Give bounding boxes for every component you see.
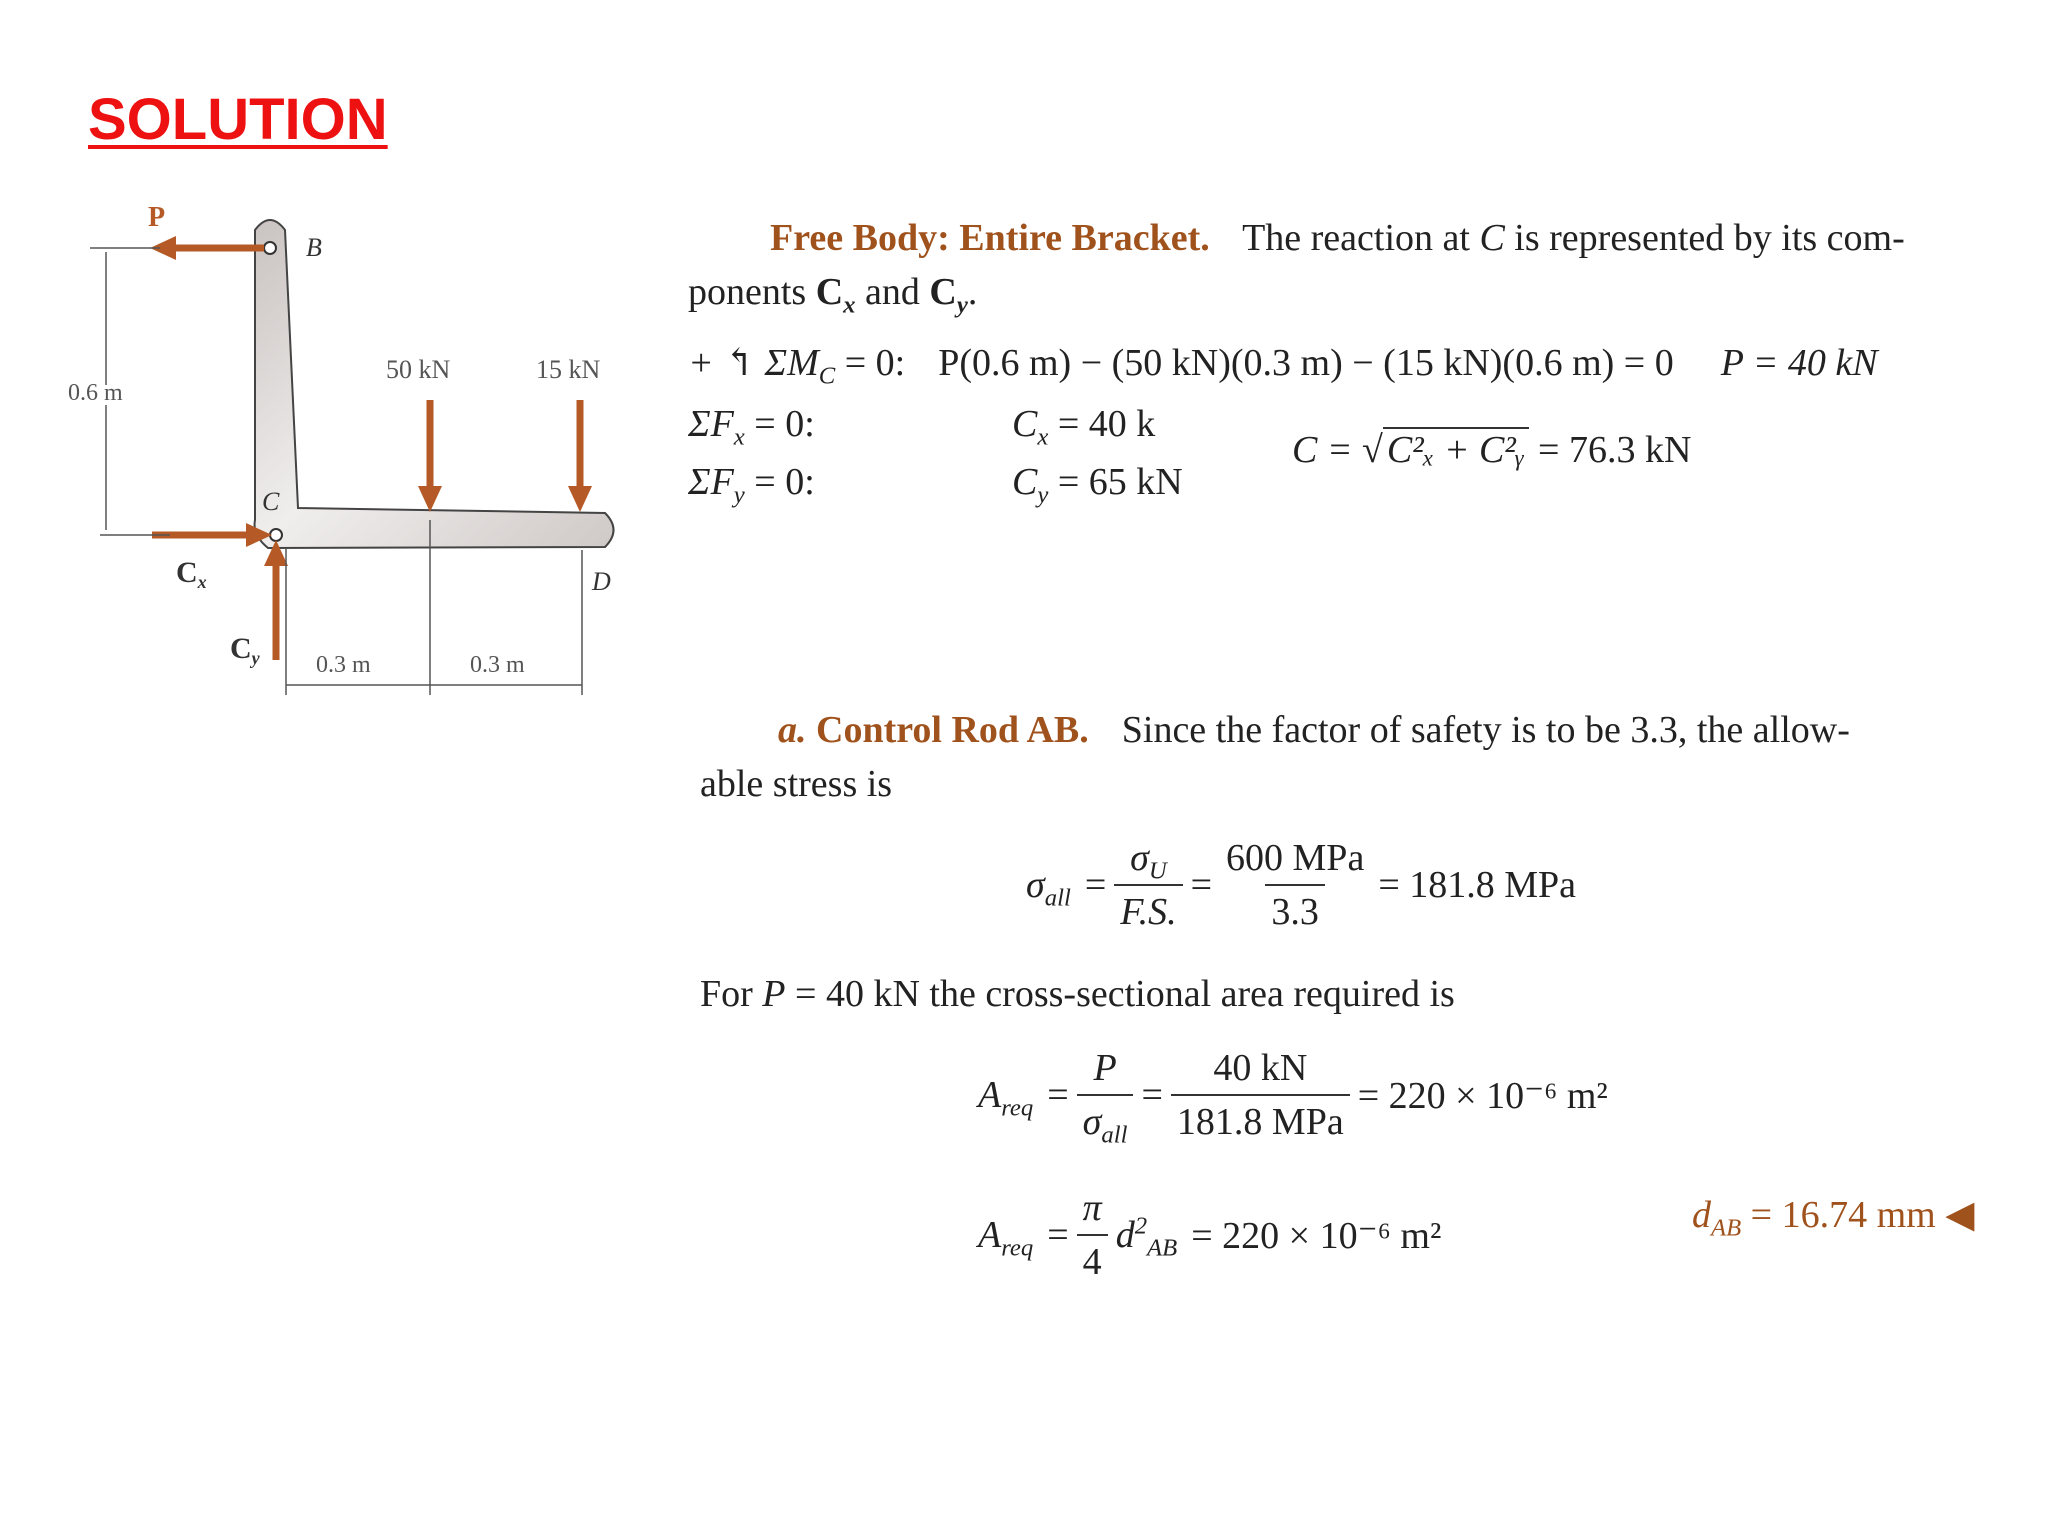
svg-text:Cy <box>230 632 261 668</box>
area-required-equation: $A_{req}$ = $\frac{P}{\sigma_{all}}$ = $\frac{40 kN}{\text{181.8 MPa}}$ = 220 × 10⁻⁶ m² <box>978 1047 1608 1149</box>
label-load1: 50 kN <box>386 355 451 384</box>
cx-value: $C_x = 40$ k <box>1012 403 1156 451</box>
label-dim1: 0.3 m <box>316 652 371 678</box>
label-c: C <box>262 487 280 516</box>
label-p: P <box>148 202 166 233</box>
load2-arrow-head <box>568 486 592 512</box>
label-cx: C <box>176 556 198 589</box>
allowable-stress-equation: $\sigma_{all}$ = $\frac{\sigma_U}{F.S.}$ = $\frac{\text{600 MPa}}{3.3}$ = 181.8 MPa <box>1026 837 1577 933</box>
free-body-heading: Free Body: Entire Bracket. <box>770 217 1210 259</box>
pin-b <box>264 242 276 254</box>
answer-marker-icon: ◀ <box>1945 1194 1975 1236</box>
area-diameter-equation: $A_{req}$ = $\frac{\pi}{4}$ $d^2_{AB}$ = 220 × 10⁻⁶ m² <box>978 1187 1442 1283</box>
label-load2: 15 kN <box>536 355 601 384</box>
label-cy-sub: y <box>251 648 260 668</box>
label-cy: C <box>230 632 252 665</box>
load1-arrow-head <box>418 486 442 512</box>
label-dim2: 0.3 m <box>470 652 525 678</box>
bracket-diagram <box>40 190 660 750</box>
moment-equation: + ↰ $\Sigma M_C = 0$: P(0.6 m) − (50 kN)(0.3 m) − (15 kN)(0.6 m) = 0 P = 40 kN <box>688 342 1878 390</box>
free-body-line2: ponents $C_x$ and $C_y$. <box>688 271 978 319</box>
label-b: B <box>306 233 322 262</box>
solution-title: SOLUTION <box>88 87 388 152</box>
control-rod-line2: able stress is <box>700 763 893 805</box>
sum-fx-equation: $\Sigma F_x = 0$: <box>688 403 815 451</box>
resultant-equation: C = √ C²ₓ + C²ᵧ = 76.3 kN <box>1292 429 1692 471</box>
answer-diameter: $d_{AB} = 16.74$ mm ◀ <box>1692 1194 1975 1242</box>
for-p-line: For P = 40 kN the cross-sectional area required is <box>700 973 1455 1015</box>
label-cx-sub: x <box>197 572 207 592</box>
free-body-paragraph: Free Body: Entire Bracket. The reaction at C is represented by its com- <box>770 217 1905 259</box>
sum-fy-equation: $\Sigma F_y = 0$: <box>688 461 815 509</box>
cy-value: $C_y = 65$ kN <box>1012 461 1183 509</box>
label-d: D <box>592 567 611 596</box>
svg-text:Cx <box>176 556 207 592</box>
control-rod-paragraph: a. Control Rod AB. Since the factor of safety is to be 3.3, the allow- <box>778 709 1850 751</box>
control-rod-heading: Control Rod AB. <box>816 709 1089 751</box>
label-dim-vertical: 0.6 m <box>68 380 123 406</box>
